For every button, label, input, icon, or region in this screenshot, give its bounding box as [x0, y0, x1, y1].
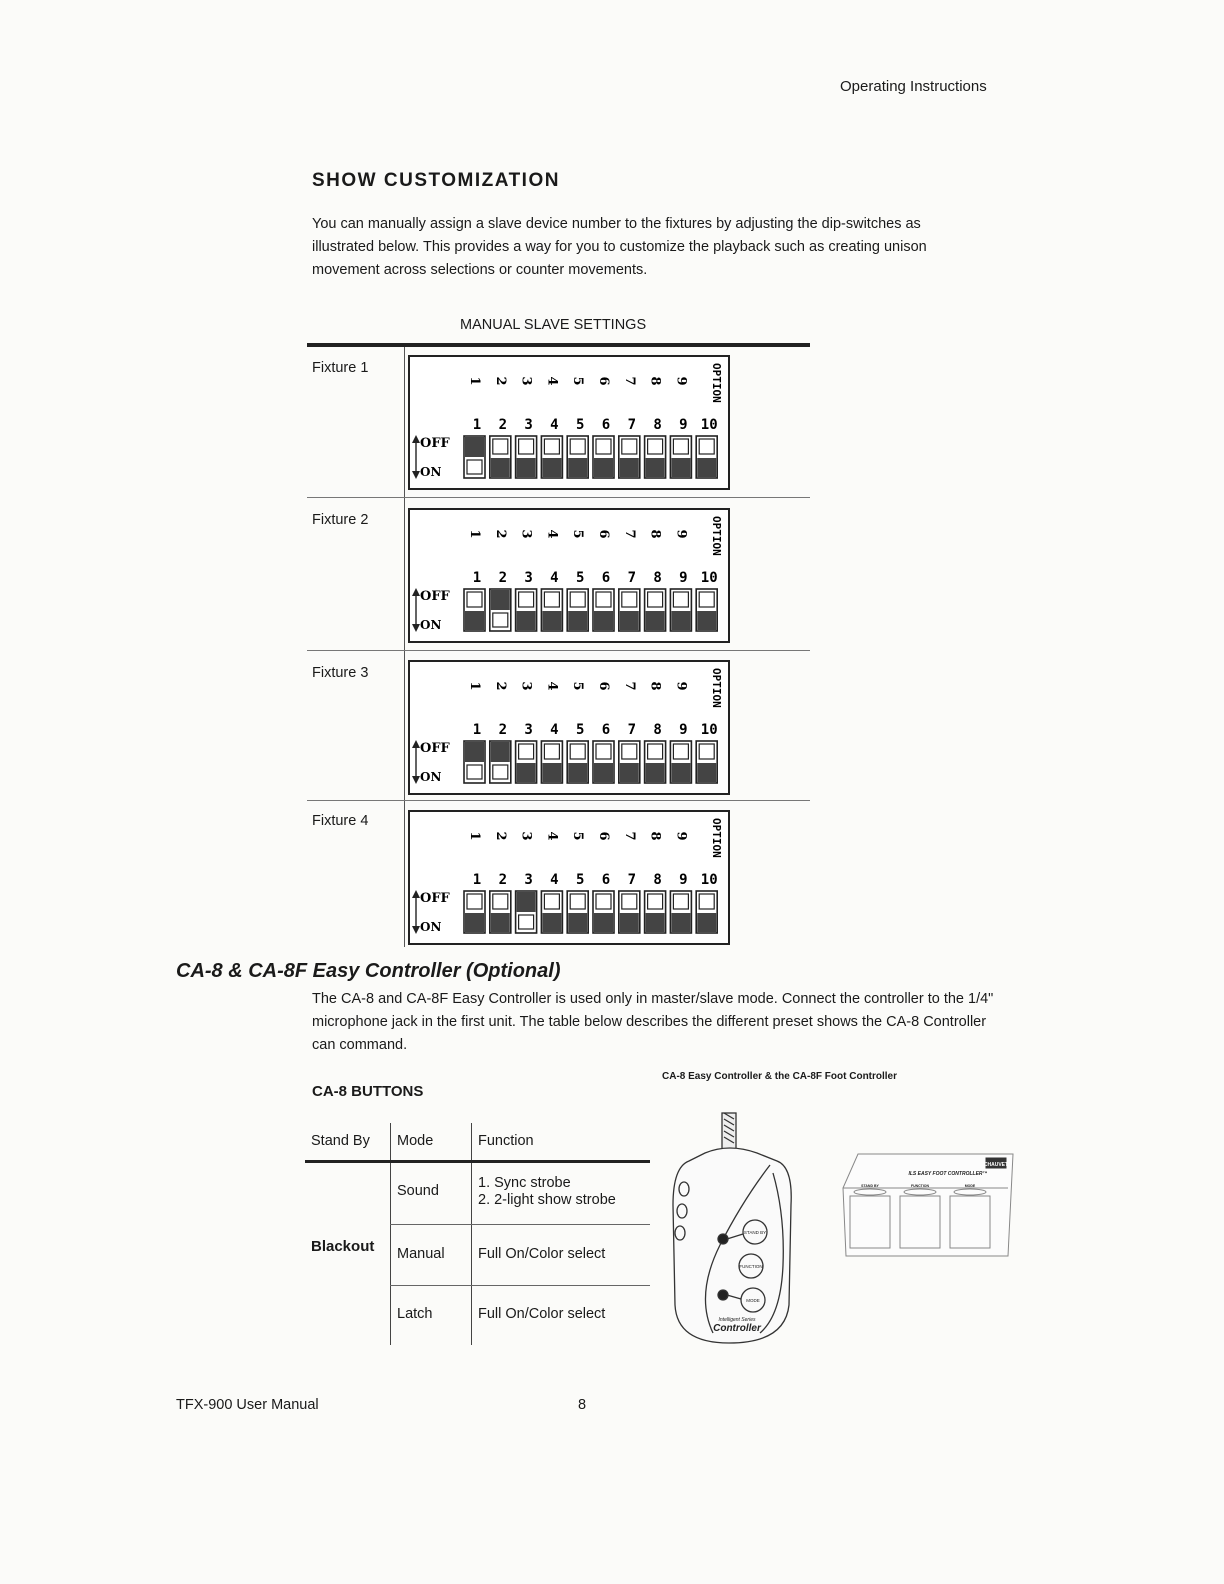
switch-slot: [467, 765, 482, 779]
switch-number: 6: [601, 417, 611, 433]
switch-number: 5: [575, 722, 585, 738]
switch-lever-off: [517, 458, 536, 477]
switch-slot: [467, 894, 482, 909]
rotated-switch-number: 2: [492, 376, 508, 386]
switch-lever-off: [671, 763, 690, 782]
arrow-down-icon: [412, 776, 420, 784]
switch-number: 4: [550, 417, 559, 433]
switch-number: 3: [524, 417, 533, 433]
column-header: Function: [478, 1133, 534, 1149]
section-heading: CA-8 & CA-8F Easy Controller (Optional): [176, 960, 561, 982]
footer-manual-name: TFX-900 User Manual: [176, 1397, 319, 1413]
switch-number: 8: [653, 872, 662, 888]
row-divider: [307, 800, 810, 801]
switch-number: 2: [498, 570, 508, 586]
switch-slot: [699, 894, 714, 909]
switch-lever-off: [671, 611, 690, 630]
switch-lever-off: [671, 458, 690, 477]
illustration-label: Intelligent Series: [718, 1317, 756, 1323]
rotated-switch-number: 9: [673, 529, 689, 539]
rotated-switch-number: 9: [673, 681, 689, 691]
switch-number: 7: [627, 872, 637, 888]
rotated-switch-number: 4: [544, 831, 560, 841]
rotated-switch-number: 6: [596, 831, 611, 841]
rotated-switch-number: 5: [570, 529, 586, 539]
switch-number: 7: [627, 722, 637, 738]
rotated-switch-number: 5: [570, 376, 586, 386]
switch-slot: [570, 744, 585, 759]
switch-number: 2: [498, 872, 508, 888]
switch-lever-off: [620, 458, 639, 477]
switch-number: 4: [550, 570, 559, 586]
switch-lever-on: [517, 892, 536, 912]
rotated-switch-number: 5: [570, 831, 586, 841]
fixture-label: Fixture 4: [312, 813, 369, 829]
rotated-switch-number: 2: [492, 529, 508, 539]
switch-lever-on: [491, 742, 510, 762]
row-divider: [307, 650, 810, 651]
switch-slot: [544, 744, 559, 759]
off-label: OFF: [420, 741, 450, 756]
switch-slot: [544, 592, 559, 607]
rotated-switch-number: 7: [621, 376, 637, 386]
rotated-switch-number: 3: [518, 529, 534, 539]
switch-number: 10: [700, 872, 718, 888]
switch-slot: [673, 894, 688, 909]
arrow-down-icon: [412, 471, 420, 479]
rotated-switch-number: 4: [544, 376, 560, 386]
switch-lever-off: [646, 458, 665, 477]
switch-slot: [596, 592, 611, 607]
switch-slot: [519, 592, 534, 607]
switch-slot: [622, 894, 637, 909]
switch-lever-off: [568, 458, 587, 477]
arrow-up-icon: [412, 588, 420, 596]
switch-number: 10: [700, 722, 718, 738]
switch-lever-off: [542, 763, 561, 782]
switch-lever-off: [697, 611, 716, 630]
running-header: Operating Instructions: [840, 78, 987, 95]
rotated-switch-number: 7: [621, 681, 637, 691]
row-divider: [307, 497, 810, 498]
switch-number: 9: [679, 417, 688, 433]
arrow-down-icon: [412, 926, 420, 934]
switch-slot: [493, 613, 508, 627]
switch-number: 2: [498, 722, 508, 738]
rotated-switch-number: 6: [596, 529, 611, 539]
rotated-switch-number: 3: [518, 831, 534, 841]
switch-lever-off: [697, 913, 716, 932]
illustration-label: STAND BY: [861, 1184, 879, 1188]
switch-number: 7: [627, 417, 637, 433]
function-cell: Full On/Color select: [478, 1246, 606, 1262]
row-divider: [390, 1224, 650, 1225]
switch-lever-off: [568, 611, 587, 630]
switch-slot: [622, 744, 637, 759]
row-divider: [390, 1285, 650, 1286]
switch-slot: [673, 592, 688, 607]
illustration-label: FUNCTION: [739, 1264, 763, 1269]
mode-cell: Latch: [397, 1306, 433, 1322]
handheld-controller-illustration: [665, 1105, 800, 1350]
switch-slot: [519, 439, 534, 454]
dip-switch-block: [408, 810, 730, 945]
switch-number: 8: [653, 722, 662, 738]
switch-lever-off: [542, 611, 561, 630]
switch-lever-off: [646, 611, 665, 630]
rotated-switch-number: 5: [570, 681, 586, 691]
switch-lever-off: [568, 763, 587, 782]
rotated-switch-number: 8: [647, 681, 663, 691]
table-column-divider: [471, 1123, 472, 1345]
rotated-switch-number: 4: [544, 529, 560, 539]
rotated-switch-number: 3: [518, 376, 534, 386]
switch-slot: [467, 592, 482, 607]
dip-switch-block: [408, 660, 730, 795]
switch-slot: [596, 894, 611, 909]
rotated-switch-number: 7: [621, 529, 637, 539]
switch-number: 5: [575, 570, 585, 586]
switch-slot: [570, 439, 585, 454]
switch-slot: [699, 592, 714, 607]
switch-number: 1: [472, 722, 482, 738]
switch-slot: [673, 744, 688, 759]
mode-cell: Sound: [397, 1183, 439, 1199]
illustration-label: MODE: [964, 1184, 976, 1188]
off-label: OFF: [420, 589, 450, 604]
rotated-switch-number: 1: [467, 529, 482, 539]
rotated-switch-number: 4: [544, 681, 560, 691]
switch-lever-on: [465, 742, 484, 762]
switch-slot: [699, 439, 714, 454]
page-number: 8: [578, 1397, 587, 1413]
arrow-up-icon: [412, 435, 420, 443]
option-label: OPTION: [710, 516, 723, 556]
illustration-label: Controller: [713, 1323, 761, 1334]
fixture-label: Fixture 3: [312, 665, 369, 681]
option-label: OPTION: [710, 818, 723, 858]
switch-number: 3: [524, 570, 533, 586]
switch-slot: [622, 592, 637, 607]
foot-controller-illustration: [838, 1148, 1018, 1268]
rotated-switch-number: 1: [467, 376, 482, 386]
rotated-switch-number: 2: [492, 831, 508, 841]
switch-slot: [699, 744, 714, 759]
function-cell: Full On/Color select: [478, 1306, 606, 1322]
switch-number: 10: [700, 570, 718, 586]
illustration-caption: CA-8 Easy Controller & the CA-8F Foot Controller: [662, 1071, 898, 1082]
standby-value: Blackout: [311, 1238, 375, 1255]
switch-lever-off: [491, 913, 510, 932]
switch-slot: [622, 439, 637, 454]
rotated-switch-number: 8: [647, 529, 663, 539]
switch-slot: [596, 439, 611, 454]
switch-lever-off: [620, 763, 639, 782]
on-label: ON: [420, 618, 442, 632]
option-label: OPTION: [710, 668, 723, 708]
off-label: OFF: [420, 436, 450, 451]
switch-lever-off: [671, 913, 690, 932]
switch-lever-off: [465, 611, 484, 630]
dip-switch-graphic: [410, 357, 728, 488]
switch-number: 9: [679, 722, 688, 738]
column-header: Stand By: [311, 1133, 370, 1149]
switch-slot: [648, 592, 663, 607]
switch-lever-off: [697, 763, 716, 782]
section-heading: SHOW CUSTOMIZATION: [312, 170, 560, 191]
switch-lever-off: [594, 458, 613, 477]
switch-number: 5: [575, 417, 585, 433]
switch-lever-off: [646, 913, 665, 932]
switch-number: 10: [700, 417, 718, 433]
on-label: ON: [420, 465, 442, 479]
fixture-label: Fixture 1: [312, 360, 369, 376]
switch-lever-off: [697, 458, 716, 477]
switch-number: 1: [472, 417, 482, 433]
switch-number: 7: [627, 570, 637, 586]
dip-switch-graphic: [410, 662, 728, 793]
switch-lever-on: [491, 590, 510, 610]
arrow-down-icon: [412, 624, 420, 632]
switch-lever-off: [594, 913, 613, 932]
switch-slot: [544, 894, 559, 909]
switch-lever-off: [517, 611, 536, 630]
switch-slot: [673, 439, 688, 454]
option-label: OPTION: [710, 363, 723, 403]
switch-number: 4: [550, 722, 559, 738]
on-label: ON: [420, 770, 442, 784]
fixture-label: Fixture 2: [312, 512, 369, 528]
illustration-label: CHAUVET: [983, 1162, 1009, 1168]
illustration-label: STAND BY: [743, 1230, 767, 1235]
switch-lever-off: [594, 763, 613, 782]
switch-slot: [570, 592, 585, 607]
dip-switch-graphic: [410, 812, 728, 943]
illustration-label: ILS EASY FOOT CONTROLLER™: [908, 1171, 988, 1177]
rotated-switch-number: 2: [492, 681, 508, 691]
controller-paragraph: The CA-8 and CA-8F Easy Controller is used only in master/slave mode. Connect the controller to the 1/4" microphone jack in the first unit. The table below describes the different preset shows the CA-8 Controller can command.: [312, 991, 994, 1053]
table-column-divider: [390, 1123, 391, 1345]
switch-lever-off: [542, 913, 561, 932]
rotated-switch-number: 9: [673, 831, 689, 841]
mode-cell: Manual: [397, 1246, 445, 1262]
switch-slot: [570, 894, 585, 909]
switch-slot: [544, 439, 559, 454]
switch-slot: [648, 439, 663, 454]
switch-number: 4: [550, 872, 559, 888]
switch-lever-off: [594, 611, 613, 630]
switch-number: 8: [653, 570, 662, 586]
switch-lever-off: [465, 913, 484, 932]
table-top-rule: [307, 343, 810, 347]
switch-slot: [596, 744, 611, 759]
rotated-switch-number: 8: [647, 831, 663, 841]
switch-slot: [648, 894, 663, 909]
switch-lever-off: [620, 913, 639, 932]
function-cell: 2. 2-light show strobe: [478, 1192, 616, 1208]
rotated-switch-number: 6: [596, 376, 611, 386]
switch-slot: [493, 894, 508, 909]
rotated-switch-number: 6: [596, 681, 611, 691]
off-label: OFF: [420, 891, 450, 906]
arrow-up-icon: [412, 740, 420, 748]
rotated-switch-number: 3: [518, 681, 534, 691]
switch-number: 6: [601, 722, 611, 738]
dip-switch-block: [408, 508, 730, 643]
switch-number: 5: [575, 872, 585, 888]
switch-slot: [648, 744, 663, 759]
switch-lever-off: [568, 913, 587, 932]
intro-paragraph: You can manually assign a slave device number to the fixtures by adjusting the dip-switches as illustrated below. This provides a way for you to customize the playback such as creating unison movement across selections or counter movements.: [312, 216, 927, 278]
rotated-switch-number: 1: [467, 831, 482, 841]
switch-number: 8: [653, 417, 662, 433]
column-header: Mode: [397, 1133, 434, 1149]
dip-switch-graphic: [410, 510, 728, 641]
switch-slot: [519, 744, 534, 759]
switch-slot: [467, 460, 482, 474]
switch-number: 3: [524, 872, 533, 888]
arrow-up-icon: [412, 890, 420, 898]
buttons-heading: CA-8 BUTTONS: [312, 1083, 424, 1100]
switch-slot: [493, 439, 508, 454]
dip-switch-block: [408, 355, 730, 490]
rotated-switch-number: 8: [647, 376, 663, 386]
table-header-rule: [305, 1160, 650, 1163]
switch-lever-off: [542, 458, 561, 477]
switch-lever-off: [620, 611, 639, 630]
slave-settings-caption: MANUAL SLAVE SETTINGS: [460, 317, 647, 333]
illustration-label: MODE: [746, 1298, 760, 1303]
switch-number: 6: [601, 570, 611, 586]
on-label: ON: [420, 920, 442, 934]
rotated-switch-number: 1: [467, 681, 482, 691]
switch-number: 9: [679, 570, 688, 586]
illustration-label: FUNCTION: [910, 1184, 930, 1188]
switch-number: 1: [472, 872, 482, 888]
switch-number: 3: [524, 722, 533, 738]
function-cell: 1. Sync strobe: [478, 1175, 571, 1191]
rotated-switch-number: 9: [673, 376, 689, 386]
rotated-switch-number: 7: [621, 831, 637, 841]
switch-slot: [493, 765, 508, 779]
switch-number: 2: [498, 417, 508, 433]
switch-lever-off: [646, 763, 665, 782]
switch-number: 6: [601, 872, 611, 888]
table-column-divider: [404, 347, 405, 947]
switch-slot: [519, 915, 534, 929]
switch-lever-on: [465, 437, 484, 457]
switch-lever-off: [517, 763, 536, 782]
switch-number: 1: [472, 570, 482, 586]
switch-number: 9: [679, 872, 688, 888]
switch-lever-off: [491, 458, 510, 477]
